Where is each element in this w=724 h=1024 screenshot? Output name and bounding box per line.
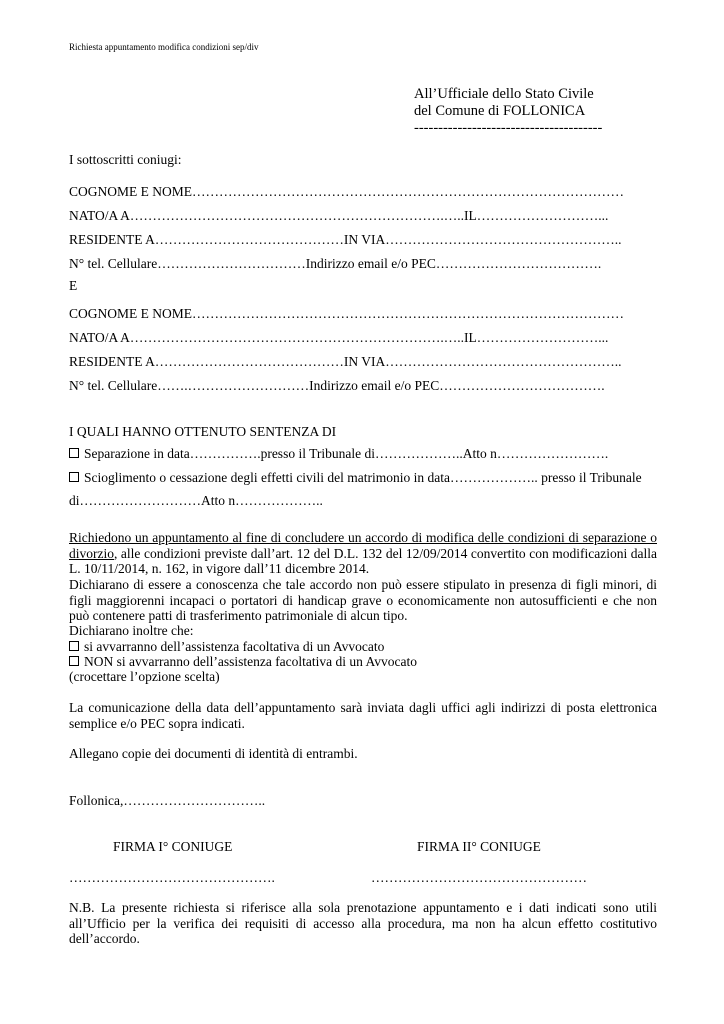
- no-avvocato-text[interactable]: NON si avvarranno dell’assistenza facoltativa di un Avvocato: [84, 654, 418, 669]
- spouse1-cognome-field[interactable]: COGNOME E NOME……………………………………………………………………………………: [69, 184, 624, 199]
- firma1-line[interactable]: ……………………………………….: [69, 870, 275, 885]
- richiedono-underlined: Richiedono un appuntamento al fine di concludere un accordo di modifica delle condizioni di separazione o divorzio: [69, 530, 657, 561]
- spouse1-tel-email-field[interactable]: N° tel. Cellulare……………………………Indirizzo email e/o PEC……………………………….: [69, 256, 602, 271]
- avvocato-checkbox[interactable]: [69, 641, 79, 651]
- separazione-checkbox[interactable]: [69, 448, 79, 458]
- spouse1-nato-field[interactable]: NATO/A A…………………………………………………………….…..IL………………………...: [69, 208, 609, 223]
- firma2-label: FIRMA II° CONIUGE: [417, 839, 541, 854]
- luogo-data-field[interactable]: Follonica,…………………………..: [69, 793, 266, 808]
- dichiarano-inoltre: Dichiarano inoltre che:: [69, 623, 194, 638]
- option-avvocato: [69, 639, 384, 655]
- spouse2-tel-email-field[interactable]: N° tel. Cellulare…….………………………Indirizzo email e/o PEC……………………………….: [69, 378, 605, 393]
- separazione-text[interactable]: Separazione in data…………….presso il Tribunale di………………..Atto n…………………….: [84, 446, 609, 461]
- spouse1-residente-field[interactable]: RESIDENTE A……………………………………IN VIA……………………………………………..: [69, 232, 622, 247]
- firma1-label: FIRMA I° CONIUGE: [113, 839, 233, 854]
- scioglimento-text[interactable]: Scioglimento o cessazione degli effetti civili del matrimonio in data……………….. presso il Tribunale: [84, 470, 642, 485]
- recipient-line-1: All’Ufficiale dello Stato Civile: [414, 86, 594, 102]
- sentenza-title: I QUALI HANNO OTTENUTO SENTENZA DI: [69, 424, 337, 439]
- avvocato-text[interactable]: si avvarranno dell’assistenza facoltativa di un Avvocato: [84, 639, 385, 654]
- nb-note: N.B. La presente richiesta si riferisce alla sola prenotazione appuntamento e i dati indicati sono utili all’Ufficio per la verifica dei requisiti di accesso alla procedura, ma non ha alcun effetto costitutivo dell’accordo.: [69, 900, 657, 946]
- firma2-line[interactable]: …………………………………………: [371, 870, 587, 885]
- crocettare-note: (crocettare l’opzione scelta): [69, 669, 220, 684]
- option-no-avvocato: [69, 654, 417, 670]
- richiedono-rest: , alle condizioni previste dall’art. 12 del D.L. 132 del 12/09/2014 convertito con modificazioni dalla L. 10/11/2014, n. 162, in vigore dall’11 dicembre 2014.: [69, 545, 657, 576]
- spouse2-cognome-field[interactable]: COGNOME E NOME……………………………………………………………………………………: [69, 306, 624, 321]
- separazione-option: [69, 446, 608, 462]
- recipient-line-3: ---------------------------------------: [414, 120, 603, 136]
- allegano-text: Allegano copie dei documenti di identità di entrambi.: [69, 746, 358, 761]
- scioglimento-option: [69, 470, 642, 486]
- no-avvocato-checkbox[interactable]: [69, 656, 79, 666]
- comunicazione-paragraph: La comunicazione della data dell’appuntamento sarà inviata dagli uffici agli indirizzi di posta elettronica semplice e/o PEC sopra indicati.: [69, 700, 657, 731]
- spouse2-nato-field[interactable]: NATO/A A…………………………………………………………….…..IL………………………...: [69, 330, 609, 345]
- intro-text: I sottoscritti coniugi:: [69, 152, 182, 167]
- recipient-line-2: del Comune di FOLLONICA: [414, 103, 586, 119]
- richiedono-paragraph: [69, 530, 657, 577]
- spouse2-residente-field[interactable]: RESIDENTE A……………………………………IN VIA……………………………………………..: [69, 354, 622, 369]
- dichiarano-paragraph: Dichiarano di essere a conoscenza che tale accordo non può essere stipulato in presenza di figli minori, di figli maggiorenni incapaci o portatori di handicap grave o economicamente non autosufficienti e che non può contenere patti di trasferimento patrimoniale di alcun tipo.: [69, 577, 657, 623]
- scioglimento-checkbox[interactable]: [69, 472, 79, 482]
- conjunction-e: E: [69, 278, 78, 293]
- document-header: Richiesta appuntamento modifica condizioni sep/div: [69, 42, 259, 52]
- scioglimento-text-continued[interactable]: di………………………Atto n………………..: [69, 493, 323, 508]
